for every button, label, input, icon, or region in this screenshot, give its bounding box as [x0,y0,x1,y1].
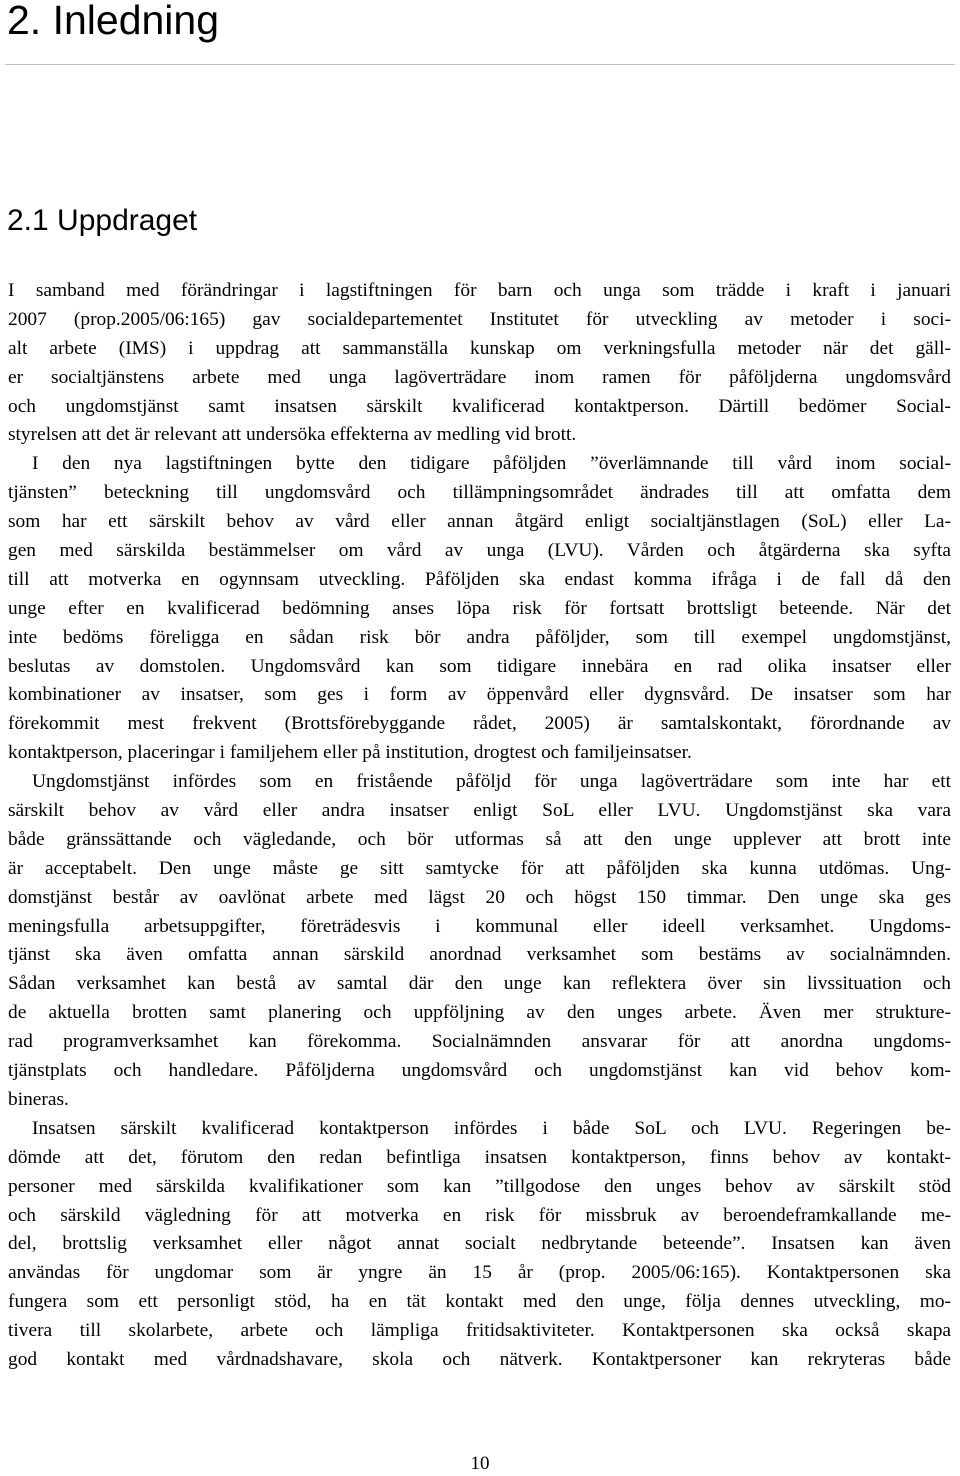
text-line: meningsfulla arbetsuppgifter, företrädesvis i kommunal eller ideell verksamhet. Ungdoms- [8,915,951,937]
text-line: de aktuella brotten samt planering och uppföljning av den unges arbete. Även mer strukture- [8,1002,951,1024]
text-line: inte bedöms föreligga en sådan risk bör andra påföljder, som till exempel ungdomstjänst, [8,626,951,648]
text-line: kombinationer av insatser, som ges i form av öppenvård eller dygnsvård. De insatser som har [8,684,951,706]
text-line: och särskild vägledning för att motverka en risk för missbruk av beroendeframkallande me- [8,1204,951,1226]
text-line: tjänstplats och handledare. Påföljderna ungdomsvård och ungdomstjänst kan vid behov kom- [8,1060,951,1082]
text-line: Ungdomstjänst infördes som en fristående påföljd för unga lagöverträdare som inte har ett [32,771,951,793]
text-line: till att motverka en ogynnsam utveckling. Påföljden ska endast komma ifråga i de fall då den [8,568,951,590]
text-line: förekommit mest frekvent (Brottsförebyggande rådet, 2005) är samtalskontakt, förordnande av [8,713,951,735]
text-line: fungera som ett personligt stöd, ha en tät kontakt med den unge, följa dennes utveckling, mo- [8,1291,951,1313]
text-line: både gränssättande och vägledande, och bör utformas så att den unge upplever att brott inte [8,828,951,850]
text-line: tivera till skolarbete, arbete och lämpliga fritidsaktiviteter. Kontaktpersonen ska också skapa [8,1320,951,1342]
text-line: särskilt behov av vård eller andra insatser enligt SoL eller LVU. Ungdomstjänst ska vara [8,800,951,822]
text-line: del, brottslig verksamhet eller något annat socialt nedbrytande beteende”. Insatsen kan även [8,1233,951,1255]
text-line: som har ett särskilt behov av vård eller annan åtgärd enligt socialtjänstlagen (SoL) eller La- [8,511,951,533]
text-line: tjänsten” beteckning till ungdomsvård och tillämpningsområdet ändrades till att omfatta dem [8,482,951,504]
body-text [8,277,951,1375]
page-number: 10 [470,1453,490,1474]
text-line: Insatsen särskilt kvalificerad kontaktperson infördes i både SoL och LVU. Regeringen be- [32,1117,951,1139]
text-line: domstjänst består av oavlönat arbete med lägst 20 och högst 150 timmar. Den unge ska ges [8,886,951,908]
text-line: styrelsen att det är relevant att undersöka effekterna av medling vid brott. [8,424,577,446]
text-line: god kontakt med vårdnadshavare, skola och nätverk. Kontaktpersoner kan rekryteras både [8,1348,951,1370]
text-line: I den nya lagstiftningen bytte den tidigare påföljden ”överlämnande till vård inom social- [32,453,951,475]
section-heading: 2.1 Uppdraget [7,204,198,237]
text-line: bineras. [8,1088,69,1110]
text-line: användas för ungdomar som är yngre än 15 år (prop. 2005/06:165). Kontaktpersonen ska [8,1262,951,1284]
text-line: Sådan verksamhet kan bestå av samtal där den unge kan reflektera över sin livssituation och [8,973,951,995]
text-line: personer med särskilda kvalifikationer som kan ”tillgodose den unges behov av särskilt stöd [8,1175,951,1197]
heading-divider [5,64,955,65]
text-line: unge efter en kvalificerad bedömning anses löpa risk för fortsatt brottsligt beteende. När det [8,597,951,619]
chapter-heading: 2. Inledning [7,0,220,43]
text-line: beslutas av domstolen. Ungdomsvård kan som tidigare innebära en rad olika insatser eller [8,655,951,677]
text-line: gen med särskilda bestämmelser om vård av unga (LVU). Vården och åtgärderna ska syfta [8,540,951,562]
text-line: rad programverksamhet kan förekomma. Socialnämnden ansvarar för att anordna ungdoms- [8,1031,951,1053]
text-line: kontaktperson, placeringar i familjehem eller på institution, drogtest och familjeinsatser. [8,742,692,764]
text-line: er socialtjänstens arbete med unga lagöverträdare inom ramen för påföljderna ungdomsvård [8,366,951,388]
text-line: 2007 (prop.2005/06:165) gav socialdepartementet Institutet för utveckling av metoder i soci- [8,308,951,330]
text-line: I samband med förändringar i lagstiftningen för barn och unga som trädde i kraft i januari [8,280,951,301]
text-line: alt arbete (IMS) i uppdrag att sammanställa kunskap om verkningsfulla metoder när det gäll- [8,337,951,359]
text-line: och ungdomstjänst samt insatsen särskilt kvalificerad kontaktperson. Därtill bedömer Social- [8,395,951,417]
text-line: dömde att det, förutom den redan befintliga insatsen kontaktperson, finns behov av kontakt- [8,1146,951,1168]
text-line: är acceptabelt. Den unge måste ge sitt samtycke för att påföljden ska kunna utdömas. Ung- [8,857,951,879]
text-line: tjänst ska även omfatta annan särskild anordnad verksamhet som bestäms av socialnämnden. [8,944,951,966]
